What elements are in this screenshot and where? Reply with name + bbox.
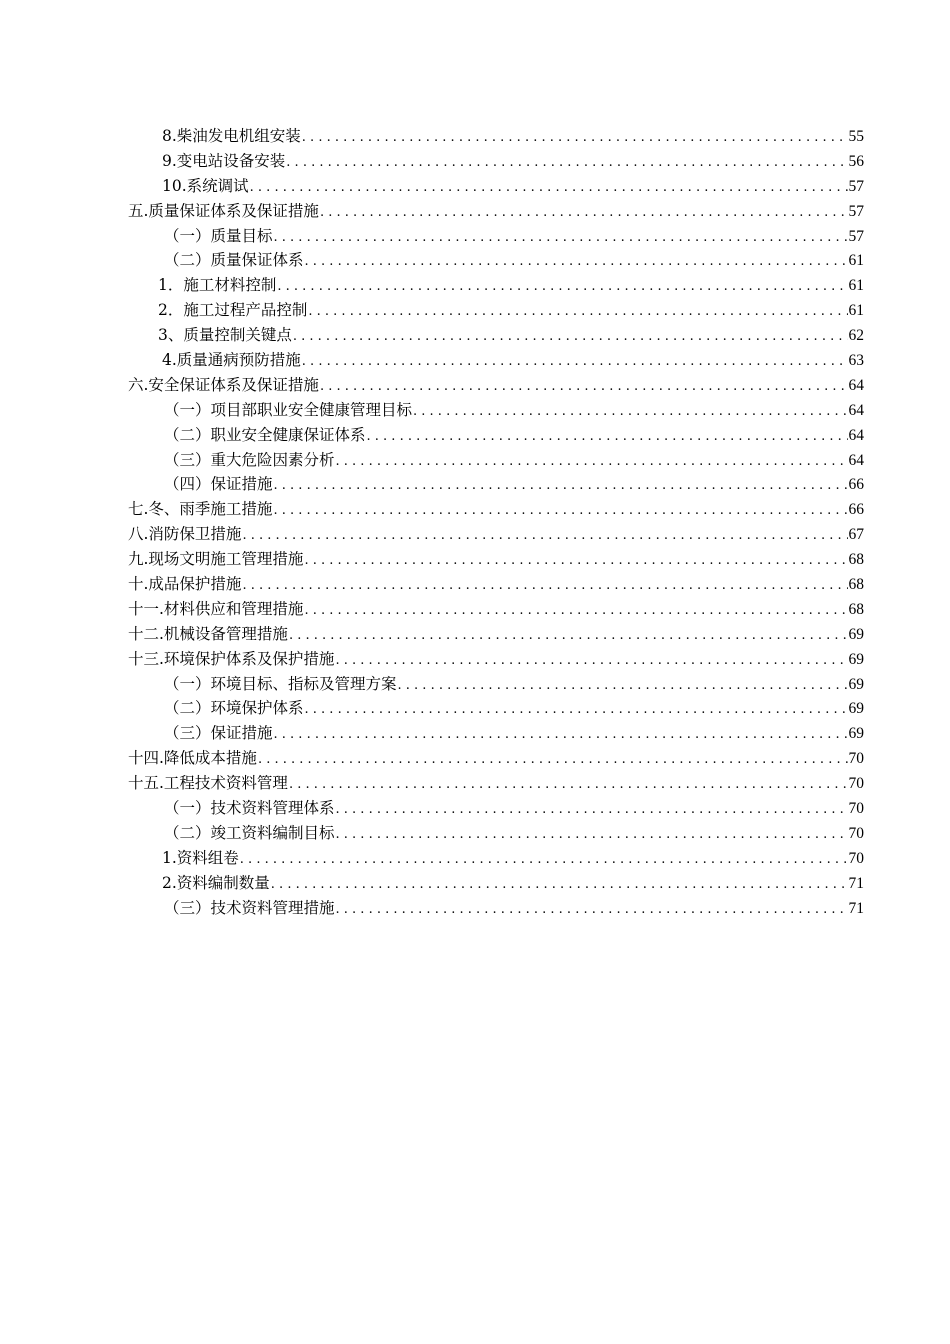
toc-leader-dots xyxy=(413,400,847,425)
toc-leader-dots xyxy=(320,201,848,226)
toc-entry-page-number: 71 xyxy=(848,874,864,892)
toc-leader-dots xyxy=(240,848,848,873)
table-of-contents xyxy=(128,124,864,921)
toc-leader-dots xyxy=(320,375,848,400)
toc-leader-dots xyxy=(289,773,848,798)
toc-entry-label: 1．施工材料控制 xyxy=(158,276,277,295)
toc-entry[interactable] xyxy=(128,149,864,174)
toc-leader-dots xyxy=(336,823,848,848)
toc-entry-label: 4.质量通病预防措施 xyxy=(162,351,301,370)
toc-leader-dots xyxy=(242,524,847,549)
toc-entry-page-number: 64 xyxy=(848,401,864,419)
toc-entry-label: 8.柴油发电机组安装 xyxy=(162,127,301,145)
toc-entry-page-number: 71 xyxy=(848,899,864,917)
toc-entry-label: 十三.环境保护体系及保护措施 xyxy=(128,649,335,668)
toc-entry[interactable] xyxy=(128,696,864,721)
toc-entry-page-number: 63 xyxy=(848,352,864,370)
toc-entry-page-number: 66 xyxy=(848,476,864,494)
toc-entry[interactable] xyxy=(128,348,864,373)
toc-entry[interactable] xyxy=(128,248,864,273)
toc-entry[interactable] xyxy=(128,796,864,821)
toc-entry-label: （一）质量目标 xyxy=(164,226,273,245)
toc-entry-label: 2．施工过程产品控制 xyxy=(158,301,308,320)
toc-leader-dots xyxy=(335,649,847,674)
toc-entry[interactable] xyxy=(128,672,864,697)
toc-entry[interactable] xyxy=(128,746,864,771)
toc-entry-label: （三）技术资料管理措施 xyxy=(164,898,335,917)
toc-leader-dots xyxy=(274,226,848,251)
toc-leader-dots xyxy=(286,151,847,176)
toc-entry[interactable] xyxy=(128,323,864,348)
toc-entry[interactable] xyxy=(128,174,864,199)
toc-entry-page-number: 62 xyxy=(848,327,864,345)
toc-leader-dots xyxy=(305,698,848,723)
toc-entry[interactable] xyxy=(128,522,864,547)
toc-entry-label: 八.消防保卫措施 xyxy=(128,525,242,544)
toc-entry-page-number: 56 xyxy=(848,152,864,170)
toc-leader-dots xyxy=(277,275,847,300)
toc-entry[interactable] xyxy=(128,647,864,672)
toc-leader-dots xyxy=(271,873,848,898)
toc-entry[interactable] xyxy=(128,472,864,497)
toc-entry[interactable] xyxy=(128,199,864,224)
toc-entry-page-number: 68 xyxy=(848,551,864,569)
toc-entry-page-number: 66 xyxy=(848,501,864,519)
toc-entry-page-number: 70 xyxy=(848,849,864,867)
toc-entry[interactable] xyxy=(128,373,864,398)
toc-leader-dots xyxy=(274,723,848,748)
toc-entry-label: 十二.机械设备管理措施 xyxy=(128,624,288,643)
toc-leader-dots xyxy=(250,176,848,201)
toc-entry-page-number: 70 xyxy=(848,800,864,818)
toc-entry-label: 九.现场文明施工管理措施 xyxy=(128,550,304,569)
toc-entry-page-number: 68 xyxy=(848,600,864,618)
toc-entry[interactable] xyxy=(128,448,864,473)
toc-leader-dots xyxy=(336,898,848,923)
toc-entry-page-number: 64 xyxy=(848,426,864,444)
toc-entry[interactable] xyxy=(128,273,864,298)
toc-entry-label: 十五.工程技术资料管理 xyxy=(128,774,288,793)
toc-entry-label: （一）技术资料管理体系 xyxy=(164,799,335,818)
toc-entry-label: 9.变电站设备安装 xyxy=(162,151,286,170)
toc-leader-dots xyxy=(273,499,847,524)
toc-entry-label: 10.系统调试 xyxy=(162,176,249,195)
toc-entry[interactable] xyxy=(128,896,864,921)
toc-entry-page-number: 61 xyxy=(848,277,864,295)
toc-entry-label: （一）项目部职业安全健康管理目标 xyxy=(164,400,413,419)
toc-entry-page-number: 70 xyxy=(848,775,864,793)
toc-leader-dots xyxy=(336,798,848,823)
toc-entry-label: 五.质量保证体系及保证措施 xyxy=(128,201,319,220)
toc-entry[interactable] xyxy=(128,124,864,149)
toc-entry[interactable] xyxy=(128,547,864,572)
toc-entry[interactable] xyxy=(128,224,864,249)
toc-entry-page-number: 69 xyxy=(848,725,864,743)
toc-entry[interactable] xyxy=(128,298,864,323)
toc-entry-page-number: 69 xyxy=(848,675,864,693)
toc-entry[interactable] xyxy=(128,398,864,423)
toc-entry[interactable] xyxy=(128,846,864,871)
toc-entry-page-number: 55 xyxy=(848,128,864,145)
toc-leader-dots xyxy=(242,574,847,599)
toc-entry-page-number: 61 xyxy=(848,252,864,270)
toc-entry-page-number: 70 xyxy=(848,824,864,842)
toc-leader-dots xyxy=(304,549,847,574)
toc-leader-dots xyxy=(293,325,848,350)
toc-entry[interactable] xyxy=(128,597,864,622)
toc-leader-dots xyxy=(398,674,848,699)
toc-entry-label: （一）环境目标、指标及管理方案 xyxy=(164,674,397,693)
toc-entry[interactable] xyxy=(128,871,864,896)
toc-entry-label: （二）环境保护体系 xyxy=(164,699,304,718)
toc-entry-page-number: 67 xyxy=(848,526,864,544)
toc-entry-label: 十.成品保护措施 xyxy=(128,575,242,594)
toc-entry-page-number: 69 xyxy=(848,650,864,668)
toc-entry-label: 3、质量控制关键点 xyxy=(158,326,292,345)
toc-entry[interactable] xyxy=(128,721,864,746)
toc-entry-label: （三）保证措施 xyxy=(164,724,273,743)
toc-entry-page-number: 61 xyxy=(848,302,864,320)
toc-leader-dots xyxy=(258,748,848,773)
toc-entry-label: （三）重大危险因素分析 xyxy=(164,450,335,469)
toc-leader-dots xyxy=(308,300,847,325)
toc-entry[interactable] xyxy=(128,771,864,796)
toc-entry-page-number: 57 xyxy=(848,177,864,195)
toc-leader-dots xyxy=(274,474,848,499)
toc-leader-dots xyxy=(305,250,848,275)
toc-entry[interactable] xyxy=(128,622,864,647)
toc-entry[interactable] xyxy=(128,821,864,846)
toc-entry-page-number: 68 xyxy=(848,576,864,594)
toc-entry-page-number: 69 xyxy=(848,625,864,643)
toc-leader-dots xyxy=(304,599,847,624)
toc-entry-label: 七.冬、雨季施工措施 xyxy=(128,500,273,519)
toc-entry-label: 2.资料编制数量 xyxy=(162,873,270,892)
toc-entry[interactable] xyxy=(128,497,864,522)
toc-leader-dots xyxy=(367,425,848,450)
toc-entry-label: 六.安全保证体系及保证措施 xyxy=(128,375,319,394)
toc-leader-dots xyxy=(336,450,848,475)
toc-entry-page-number: 70 xyxy=(848,750,864,768)
toc-entry-label: （二）竣工资料编制目标 xyxy=(164,823,335,842)
toc-leader-dots xyxy=(302,350,848,375)
toc-leader-dots xyxy=(289,624,848,649)
toc-entry-label: （二）质量保证体系 xyxy=(164,251,304,270)
toc-entry-page-number: 64 xyxy=(848,451,864,469)
toc-entry-page-number: 57 xyxy=(848,202,864,220)
toc-entry-label: 十四.降低成本措施 xyxy=(128,749,257,768)
toc-entry[interactable] xyxy=(128,423,864,448)
toc-entry-label: 十一.材料供应和管理措施 xyxy=(128,599,304,618)
toc-entry-label: （四）保证措施 xyxy=(164,475,273,494)
toc-entry-page-number: 69 xyxy=(848,700,864,718)
toc-entry[interactable] xyxy=(128,572,864,597)
toc-leader-dots xyxy=(302,126,848,151)
toc-entry-label: 1.资料组卷 xyxy=(162,848,239,867)
toc-entry-page-number: 64 xyxy=(848,376,864,394)
toc-entry-label: （二）职业安全健康保证体系 xyxy=(164,425,366,444)
toc-entry-page-number: 57 xyxy=(848,227,864,245)
